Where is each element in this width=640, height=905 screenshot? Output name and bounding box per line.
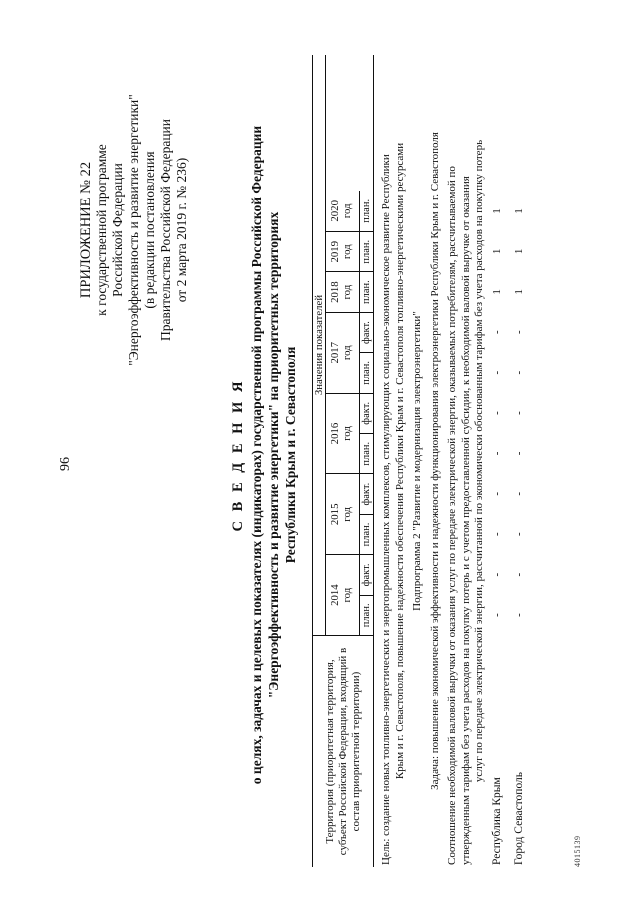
page-number: 96 [58,457,73,471]
value-cell: 1 [512,208,525,214]
year-header: 2014 год [326,554,360,635]
annex-line: ПРИЛОЖЕНИЕ № 22 [78,161,94,299]
value-cell: 1 [490,289,503,295]
annex-line: "Энергоэффективность и развитие энергетики" [126,94,141,366]
value-cell: - [490,572,503,577]
annex-line: от 2 марта 2019 г. № 236) [174,157,189,303]
value-cell: - [490,491,503,496]
footer-code: 4015139 [573,835,582,867]
territory-column-header: Территория (приоритетная территория, субъект Российской Федерации, входящий в состав приоритетной территории) [313,635,373,867]
annex-block [78,85,190,375]
value-cell: - [512,572,525,577]
value-cell: - [490,411,503,415]
plan-fact-subheader: факт. [360,473,373,513]
plan-fact-subheader: план. [360,514,373,554]
value-cell: 1 [490,248,503,255]
value-cell: - [512,532,525,537]
plan-fact-subheader: план. [360,352,373,392]
value-cell: 1 [512,248,525,255]
value-cell: - [512,491,525,496]
title-line: "Энергоэффективность и развитие энергетики" на приоритетных территориях [266,211,281,699]
value-cell: - [490,370,503,375]
value-cell: 1 [512,289,525,295]
plan-fact-subheader: факт. [360,312,373,352]
value-cell: - [490,451,503,456]
annex-line: Российской Федерации [110,163,125,297]
year-header: 2018 год [326,271,360,311]
year-header: 2017 год [326,312,360,393]
table-header [312,55,374,867]
plan-fact-subheader: факт. [360,393,373,433]
indicator-text: утвержденным тарифам без учета расходов на покупку потерь и с учетом предоставленной субсидии, к необходимой валовой выручке от оказания [459,176,472,865]
value-cell: - [512,330,525,335]
plan-fact-subheader: план. [360,595,373,635]
title-line: о целях, задачах и целевых показателях (индикаторах) государственной программы Российской Федерации [249,125,264,785]
rotated-document-page [30,35,590,875]
subprogram-title: Подпрограмма 2 "Развитие и модернизация электроэнергетики" [411,311,423,611]
value-cell: 1 [490,208,503,214]
title-line: Республики Крым и г. Севастополя [283,346,298,564]
task-text: Задача: повышение экономической эффективности и надежности функционирования электроэнергетики Республики Крым и г. Севастополя [428,132,441,790]
plan-fact-subheader: план. [360,433,373,473]
goal-text: Крым и г. Севастополя, повышение надежности обеспечения Республики Крым и г. Севастополя топливно-энергетическими ресурсами [393,142,406,780]
plan-fact-subheader: план. [360,271,373,311]
year-header: 2020 год [326,191,360,231]
plan-fact-subheader: план. [360,231,373,271]
table-body [374,55,529,867]
indicator-text: Соотношение необходимой валовой выручки от оказания услуг по передаче электрической энергии, оказываемых потребителям, рассчитываемой по [446,166,458,865]
title-heading: С В Е Д Е Н И Я [230,378,246,532]
annex-line: Правительства Российской Федерации [158,119,173,341]
row-territory: Республика Крым [490,777,503,865]
annex-line: к государственной программе [94,144,109,316]
year-header: 2015 год [326,473,360,554]
document-title [230,55,299,855]
indicator-text: услуг по передаче электрической энергии, рассчитанной по экономически обоснованным тарифам без учета расходов на покупку потерь [473,139,485,783]
value-cell: - [512,451,525,456]
table-row [491,55,507,867]
value-cell: - [512,370,525,375]
value-cell: - [490,532,503,537]
year-header: 2016 год [326,393,360,474]
goal-text: Цель: создание новых топливно-энергетических и энергопромышленных комплексов, стимулирующих социально-экономическое развитие Республики [380,154,392,865]
table-row [513,55,529,867]
value-cell: - [512,411,525,415]
value-cell: - [490,613,503,617]
plan-fact-subheader: план. [361,198,372,223]
value-cell: - [490,330,503,335]
indicators-table [312,55,529,867]
plan-fact-subheader: факт. [360,554,373,594]
year-header: 2019 год [326,231,360,271]
row-territory: Город Севастополь [512,771,525,865]
annex-line: (в редакции постановления [142,151,157,309]
values-group-header: Значения показателей [313,55,326,635]
value-cell: - [512,613,525,617]
